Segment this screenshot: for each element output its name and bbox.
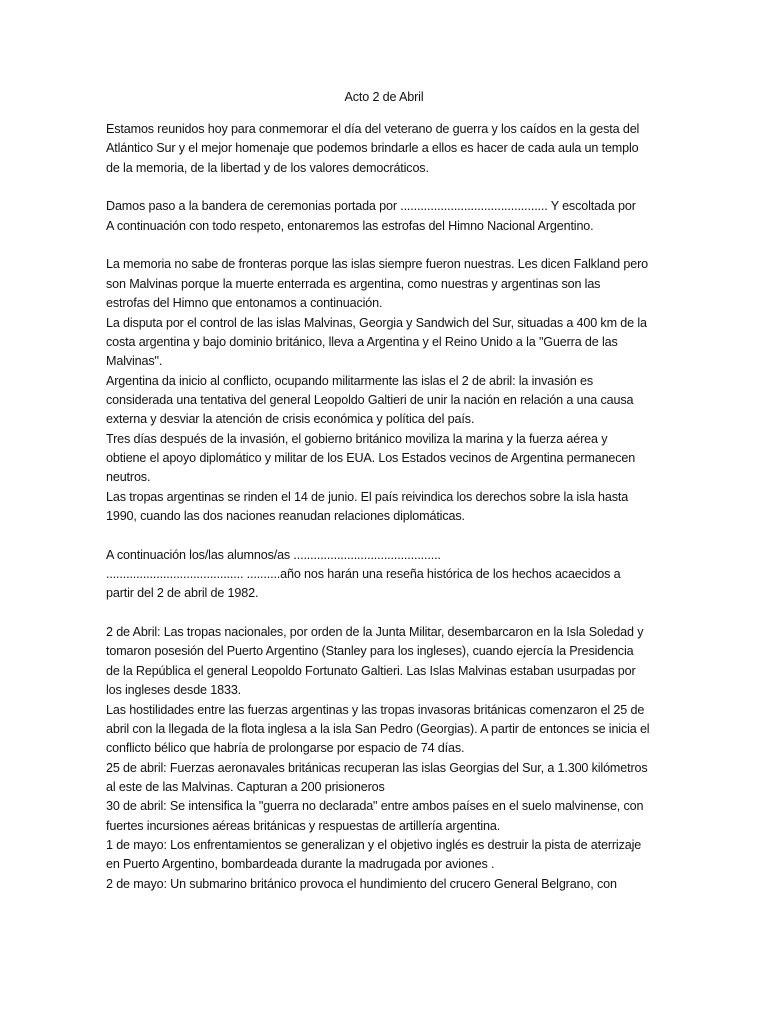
text-line: de la República el general Leopoldo Fortunato Galtieri. Las Islas Malvinas estaban usurpadas por <box>106 663 636 678</box>
text-line: de la memoria, de la libertad y de los valores democráticos. <box>106 160 429 175</box>
text-line: La memoria no sabe de fronteras porque las islas siempre fueron nuestras. Les dicen Falkland pero <box>106 257 648 272</box>
text-line: considerada una tentativa del general Leopoldo Galtieri de unir la nación en relación a una causa <box>106 392 634 407</box>
text-line: A continuación con todo respeto, entonaremos las estrofas del Himno Nacional Argentino. <box>106 218 594 233</box>
text-line: los ingleses desde 1833. <box>106 683 242 698</box>
text-line: tomaron posesión del Puerto Argentino (Stanley para los ingleses), cuando ejercía la Presidencia <box>106 644 634 659</box>
text-line: costa argentina y bajo dominio británico, lleva a Argentina y el Reino Unido a la "Guerra de las <box>106 334 618 349</box>
text-line: abril con la llegada de la flota inglesa a la isla San Pedro (Georgias). A partir de entonces se inicia el <box>106 721 650 736</box>
text-line: estrofas del Himno que entonamos a continuación. <box>106 296 383 311</box>
text-line: partir del 2 de abril de 1982. <box>106 586 259 601</box>
text-line: Damos paso a la bandera de ceremonias portada por ............................................ Y escoltada por <box>106 199 636 214</box>
text-line: fuertes incursiones aéreas británicas y respuestas de artillería argentina. <box>106 818 501 833</box>
text-line: 2 de mayo: Un submarino británico provoca el hundimiento del crucero General Belgrano, con <box>106 876 617 891</box>
text-line: Tres días después de la invasión, el gobierno británico moviliza la marina y la fuerza aérea y <box>106 431 608 446</box>
text-line: Argentina da inicio al conflicto, ocupando militarmente las islas el 2 de abril: la invasión es <box>106 373 593 388</box>
text-line: al este de las Malvinas. Capturan a 200 prisioneros <box>106 779 385 794</box>
text-line: obtiene el apoyo diplomático y militar de los EUA. Los Estados vecinos de Argentina permanecen <box>106 450 636 465</box>
text-line: ......................................... ..........año nos harán una reseña histórica de los hechos acaecidos a <box>106 567 621 582</box>
text-line: Las tropas argentinas se rinden el 14 de junio. El país reivindica los derechos sobre la isla hasta <box>106 489 629 504</box>
document-title: Acto 2 de Abril <box>344 90 424 104</box>
text-line: La disputa por el control de las islas Malvinas, Georgia y Sandwich del Sur, situadas a 400 km de la <box>106 315 647 330</box>
text-line: 1 de mayo: Los enfrentamientos se generalizan y el objetivo inglés es destruir la pista de aterrizaje <box>106 837 642 852</box>
text-line: Malvinas". <box>106 354 163 369</box>
text-line: A continuación los/las alumnos/as ............................................ <box>106 547 441 562</box>
text-line: neutros. <box>106 470 151 485</box>
text-line: en Puerto Argentino, bombardeada durante la madrugada por aviones . <box>106 857 495 872</box>
text-line: 30 de abril: Se intensifica la "guerra no declarada" entre ambos países en el suelo malvinense, con <box>106 799 644 814</box>
text-line: conflicto bélico que habría de prolongarse por espacio de 74 días. <box>106 741 465 756</box>
text-line: 1990, cuando las dos naciones reanudan relaciones diplomáticas. <box>106 509 465 523</box>
text-line: Atlántico Sur y el mejor homenaje que podemos brindarle a ellos es hacer de cada aula un templo <box>106 141 639 156</box>
text-line: Estamos reunidos hoy para conmemorar el día del veterano de guerra y los caídos en la gesta del <box>106 122 640 136</box>
text-line: son Malvinas porque la muerte enterrada es argentina, como nuestras y argentinas son las <box>106 276 601 291</box>
text-line: Las hostilidades entre las fuerzas argentinas y las tropas invasoras británicas comenzaron el 25 de <box>106 702 645 717</box>
text-line: externa y desviar la atención de crisis económica y política del país. <box>106 412 475 427</box>
text-line: 25 de abril: Fuerzas aeronavales británicas recuperan las islas Georgias del Sur, a 1.300 kilómetros <box>106 760 648 775</box>
text-line: 2 de Abril: Las tropas nacionales, por orden de la Junta Militar, desembarcaron en la Isla Soledad y <box>106 625 644 640</box>
